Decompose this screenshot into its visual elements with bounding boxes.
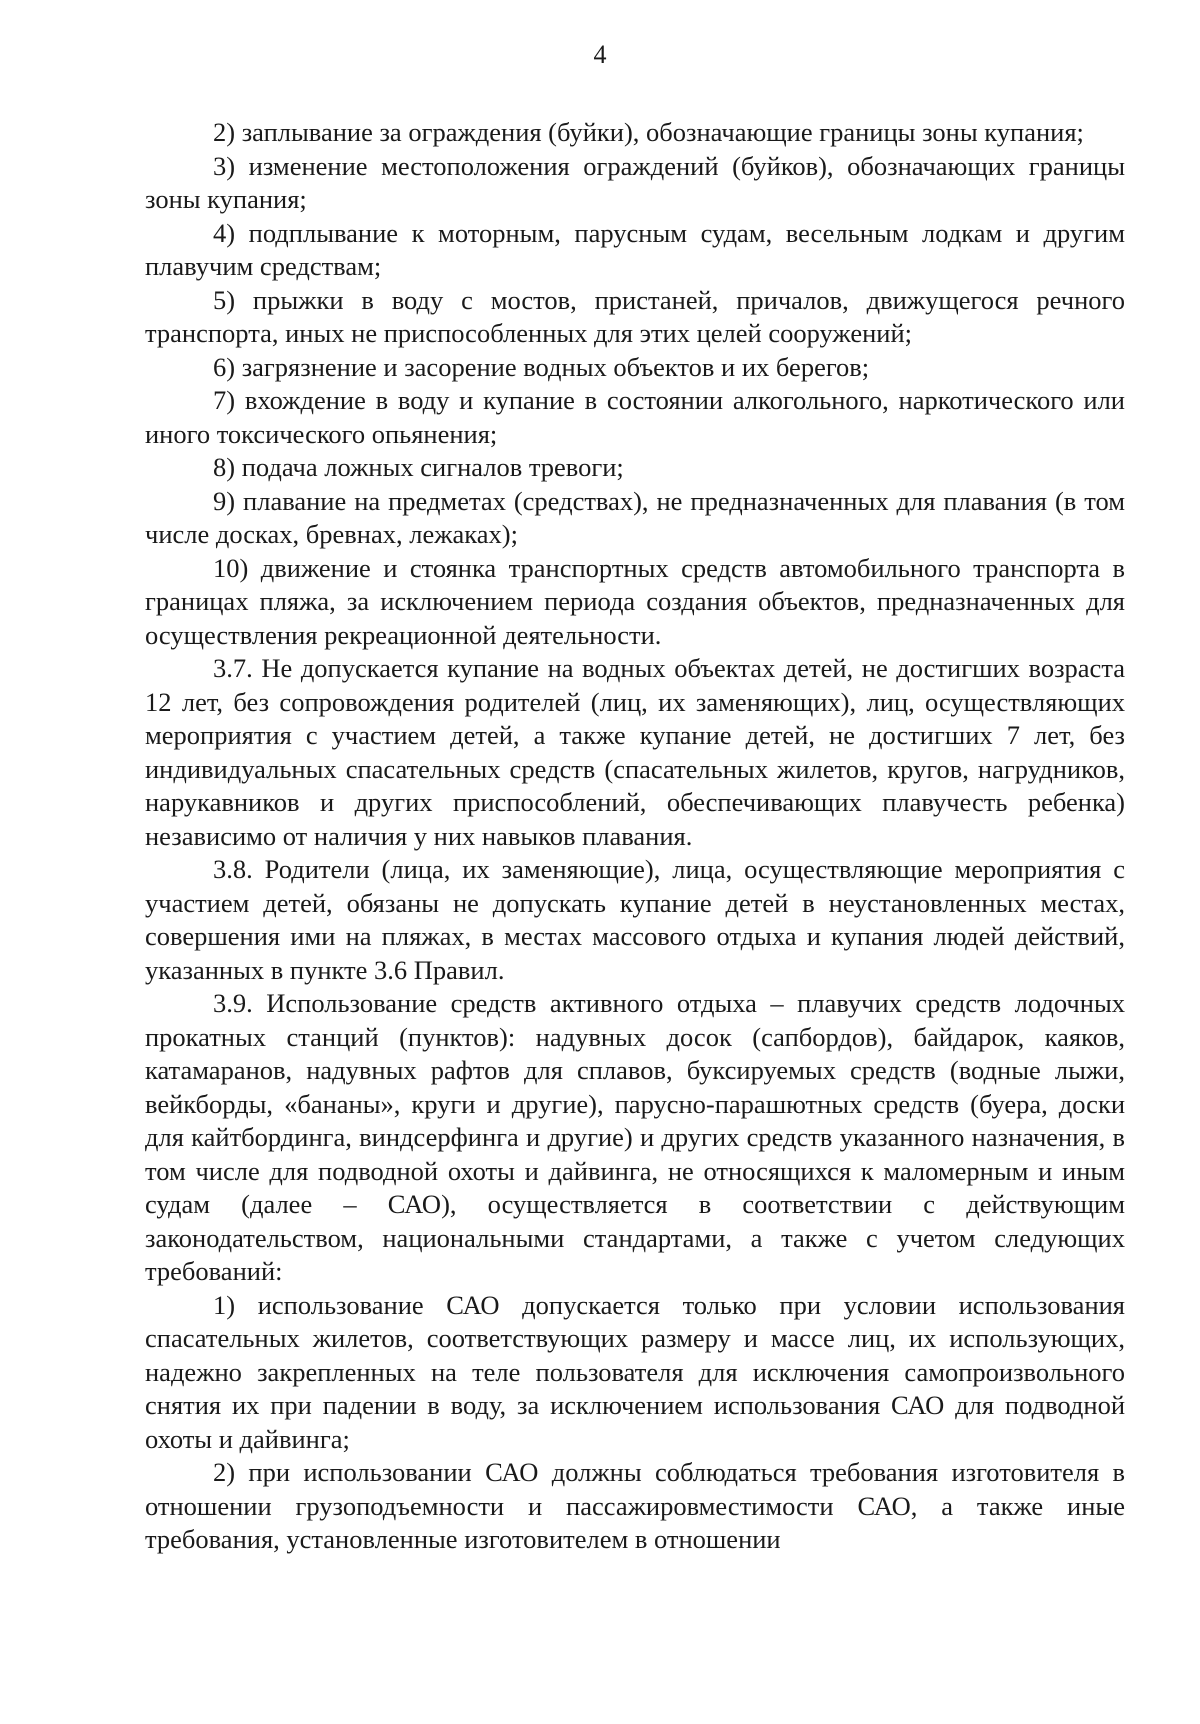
list-item-5: 5) прыжки в воду с мостов, пристаней, причалов, движущегося речного транспорта, иных не приспособленных для этих целей сооружений; — [145, 284, 1125, 348]
list-item-9: 9) плавание на предметах (средствах), не предназначенных для плавания (в том числе досках, бревнах, лежаках); — [145, 485, 1125, 549]
clause-3-9: 3.9. Использование средств активного отдыха – плавучих средств лодочных прокатных станций (пунктов): надувных досок (сапбордов), байдарок, каяков, катамаранов, надувных рафтов для сплавов, буксируемых средств (водные лыжи, вейкборды, «бананы», круги и другие), парусно-парашютных средств (буера, доски для кайтбординга, виндсерфинга и другие) и других средств указанного назначения, в том числе для подводной охоты и дайвинга, не относящихся к маломерным и иным судам (далее – САО), осуществляется в соответствии с действующим законодательством, национальными стандартами, а также с учетом следующих требований: — [145, 988, 1125, 1286]
list-item-8: 8) подача ложных сигналов тревоги; — [213, 452, 624, 482]
list-item-3: 3) изменение местоположения ограждений (буйков), обозначающих границы зоны купания; — [145, 150, 1125, 214]
clause-3-7: 3.7. Не допускается купание на водных объектах детей, не достигших возраста 12 лет, без сопровождения родителей (лиц, их заменяющих), лиц, осуществляющих мероприятия с участием детей, а также купание детей, не достигших 7 лет, без индивидуальных спасательных средств (спасательных жилетов, кругов, нагрудников, нарукавников и других приспособлений, обеспечивающих плавучесть ребенка) независимо от наличия у них навыков плавания. — [145, 653, 1125, 851]
clause-3-8: 3.8. Родители (лица, их заменяющие), лица, осуществляющие мероприятия с участием детей, обязаны не допускать купание детей в неустановленных местах, совершения ими на пляжах, в местах массового отдыха и купания людей действий, указанных в пункте 3.6 Правил. — [145, 854, 1125, 985]
list-item-6: 6) загрязнение и засорение водных объектов и их берегов; — [213, 351, 870, 382]
document-body — [145, 116, 1125, 1557]
requirement-item-1: 1) использование САО допускается только при условии использования спасательных жилетов, соответствующих размеру и массе лиц, их использующих, надежно закрепленных на теле пользователя для исключения самопроизвольного снятия их при падении в воду, за исключением использования САО для подводной охоты и дайвинга; — [145, 1289, 1125, 1454]
list-item-2: 2) заплывание за ограждения (буйки), обозначающие границы зоны купания; — [213, 117, 1084, 147]
list-item-4: 4) подплывание к моторным, парусным судам, весельным лодкам и другим плавучим средствам; — [145, 217, 1125, 281]
list-item-10: 10) движение и стоянка транспортных средств автомобильного транспорта в границах пляжа, за исключением периода создания объектов, предназначенных для осуществления рекреационной деятельности. — [145, 552, 1125, 650]
requirement-item-2: 2) при использовании САО должны соблюдаться требования изготовителя в отношении грузоподъемности и пассажировместимости САО, а также иные требования, установленные изготовителем в отношении — [145, 1457, 1125, 1554]
page-number: 4 — [593, 40, 607, 69]
list-item-7: 7) вхождение в воду и купание в состоянии алкогольного, наркотического или иного токсического опьянения; — [145, 385, 1125, 449]
